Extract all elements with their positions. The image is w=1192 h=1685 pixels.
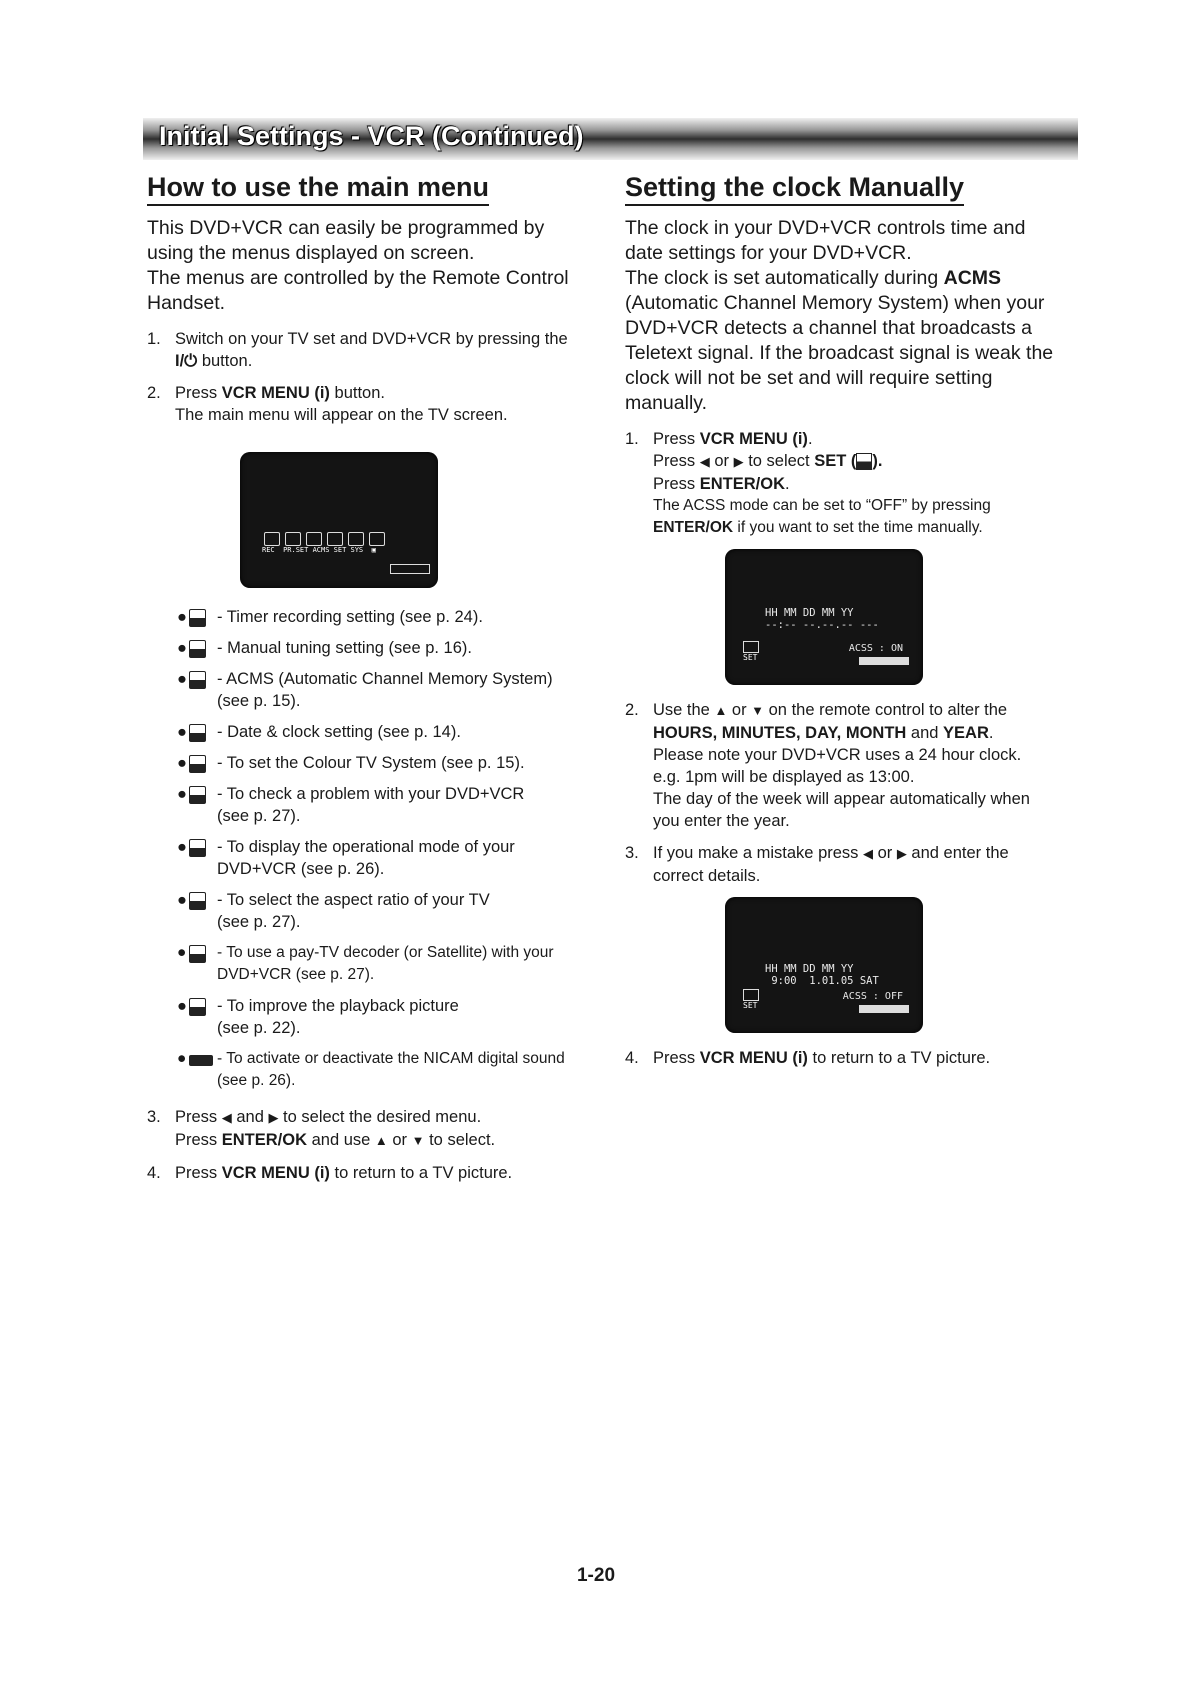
clock-step-2: 2. Use the ▲ or ▼ on the remote control to alter the HOURS, MINUTES, DAY, MONTH and YEAR. Please note your DVD+VCR uses a 24 hour clock. e.g. 1pm will be displayed as 13:00. The day of the week will appear automatically when you enter the year. [625,701,1030,830]
osd-mode-icon [189,839,206,857]
page-number: 1-20 [576,1565,616,1586]
menu-icon-row [264,532,385,546]
power-icon: I/⏻ [175,352,198,370]
step-2 [147,382,597,426]
menu-option-item: ● - To select the aspect ratio of your TV (see p. 27). [177,891,490,931]
osd-values: 9:00 1.01.05 SAT [765,975,879,987]
manual-tuning-icon [189,640,206,658]
menu-option-item: ● - To activate or deactivate the NICAM digital sound (see p. 26). [177,1050,565,1089]
menu-option-item: ● - To check a problem with your DVD+VCR (see p. 27). [177,785,525,825]
step-number: 4. [147,1164,161,1182]
left-arrow-icon: ◀ [221,1110,232,1125]
clock-step-1: 1. Press VCR MENU (i). Press ◀ or ▶ to select SET ( ). Press ENTER/OK. The ACSS mode can be set to “OFF” by pressing ENTER/OK if you want to set the time manually. [625,430,991,536]
clock-heading: Setting the clock Manually [625,172,964,206]
main-menu-intro [147,216,597,316]
timer-rec-icon [189,609,206,627]
right-arrow-icon: ▶ [896,846,907,861]
main-menu-steps [147,328,597,426]
step-key: ENTER/OK [221,1131,308,1149]
step-key: VCR MENU (i) [699,1049,808,1067]
main-menu-column [147,172,597,1194]
menu-option-item: ● - To display the operational mode of your DVD+VCR (see p. 26). [177,838,515,878]
decoder-icon [189,945,206,963]
step-text: Switch on your TV set and DVD+VCR by pressing the [175,330,568,348]
osd-values: --:-- --.--.-- --- [765,619,879,631]
right-arrow-icon: ▶ [268,1110,279,1125]
osd-set-label: SET [743,1001,758,1010]
colour-system-icon [189,755,206,773]
left-arrow-icon: ◀ [699,454,710,469]
step-key: VCR MENU (i) [699,430,808,448]
main-menu-heading: How to use the main menu [147,172,489,206]
step-text: button. [197,352,253,370]
step-number: 1. [147,330,161,348]
left-arrow-icon: ◀ [863,846,873,861]
step-key: ENTER/OK [653,519,734,536]
menu-option-item: ● - Timer recording setting (see p. 24). [177,608,483,626]
step-text: button. [329,384,385,402]
acms-icon [306,532,322,546]
clock-steps-3 [625,1047,1080,1069]
clock-step-3: 3. If you make a mistake press ◀ or ▶ and enter the correct details. [625,844,1009,885]
intro-line: Handset. [147,292,226,314]
clock-column [625,172,1080,1079]
right-arrow-icon: ▶ [733,454,744,469]
step-number: 3. [625,844,639,862]
set-icon [743,989,759,1001]
picture-icon [189,998,206,1016]
osd-acss: ACSS : ON [848,643,903,654]
acms-icon [189,671,206,689]
menu-option-item: ● - Manual tuning setting (see p. 16). [177,639,472,657]
step-number: 1. [625,430,639,448]
clock-screen-set [725,897,923,1033]
menu-option-item: ● - To use a pay-TV decoder (or Satellite) with your DVD+VCR (see p. 27). [177,944,554,983]
section-banner [143,118,1078,160]
main-menu-steps-2 [147,1106,597,1184]
timer-icon [264,532,280,546]
clock-steps [625,428,1080,539]
set-icon [856,453,872,470]
section-title: Initial Settings - VCR (Continued) [159,121,584,151]
up-arrow-icon: ▲ [374,1133,388,1148]
menu-icon-labels: REC PR.SET ACMS SET SYS ▣ [262,546,376,554]
intro-line: The menus are controlled by the Remote Control [147,267,569,289]
tuning-icon [285,532,301,546]
clock-steps-2 [625,699,1080,887]
osd-acss: ACSS : OFF [842,991,903,1002]
step-text: Press [175,384,222,402]
menu-option-item: ● - To set the Colour TV System (see p. 15). [177,754,525,772]
step-key: VCR MENU (i) [221,384,330,402]
check-icon [369,532,385,546]
main-menu-screen-image [240,452,438,588]
menu-option-list [177,606,597,1092]
step-key: ENTER/OK [699,475,786,493]
clock-step-4: 4. Press VCR MENU (i) to return to a TV picture. [625,1049,991,1067]
menu-option-item: ● - Date & clock setting (see p. 14). [177,723,461,741]
osd-header: HH MM DD MM YY [765,963,854,975]
step-1 [147,328,597,372]
navigation-keys-icon [859,657,909,665]
step-key: VCR MENU (i) [221,1164,330,1182]
step-3: 3. Press ◀ and ▶ to select the desired menu. Press ENTER/OK and use ▲ or ▼ to select. [147,1108,496,1149]
clock-screen-blank [725,549,923,685]
nicam-icon [189,1055,213,1066]
step-number: 2. [147,384,161,402]
step-4: 4. Press VCR MENU (i) to return to a TV picture. [147,1164,513,1182]
ok-bar-icon [390,564,430,574]
intro-line: using the menus displayed on screen. [147,242,475,264]
osd-header: HH MM DD MM YY [765,607,854,619]
step-number: 2. [625,701,639,719]
up-arrow-icon: ▲ [714,703,728,718]
set-icon [327,532,343,546]
step-text: The main menu will appear on the TV screen. [175,406,508,424]
down-arrow-icon: ▼ [751,703,765,718]
down-arrow-icon: ▼ [411,1133,425,1148]
step-number: 4. [625,1049,639,1067]
clock-set-icon [189,724,206,742]
clock-intro: The clock in your DVD+VCR controls time and date settings for your DVD+VCR. The clock is set automatically during ACMS (Automatic Channel Memory System) when your DVD+VCR detects a channel that broadcasts a Teletext signal. If the broadcast signal is weak the clock will not be set and will require setting manually. [625,217,1054,414]
sys-icon [348,532,364,546]
aspect-ratio-icon [189,892,206,910]
diagnosis-icon [189,786,206,804]
set-icon [743,641,759,653]
intro-line: This DVD+VCR can easily be programmed by [147,217,545,239]
step-number: 3. [147,1108,161,1126]
menu-option-item: ● - ACMS (Automatic Channel Memory System) (see p. 15). [177,670,553,710]
acms-term: ACMS [943,267,1002,289]
navigation-keys-icon [859,1005,909,1013]
menu-option-item: ● - To improve the playback picture (see p. 22). [177,997,459,1037]
osd-set-label: SET [743,653,758,662]
